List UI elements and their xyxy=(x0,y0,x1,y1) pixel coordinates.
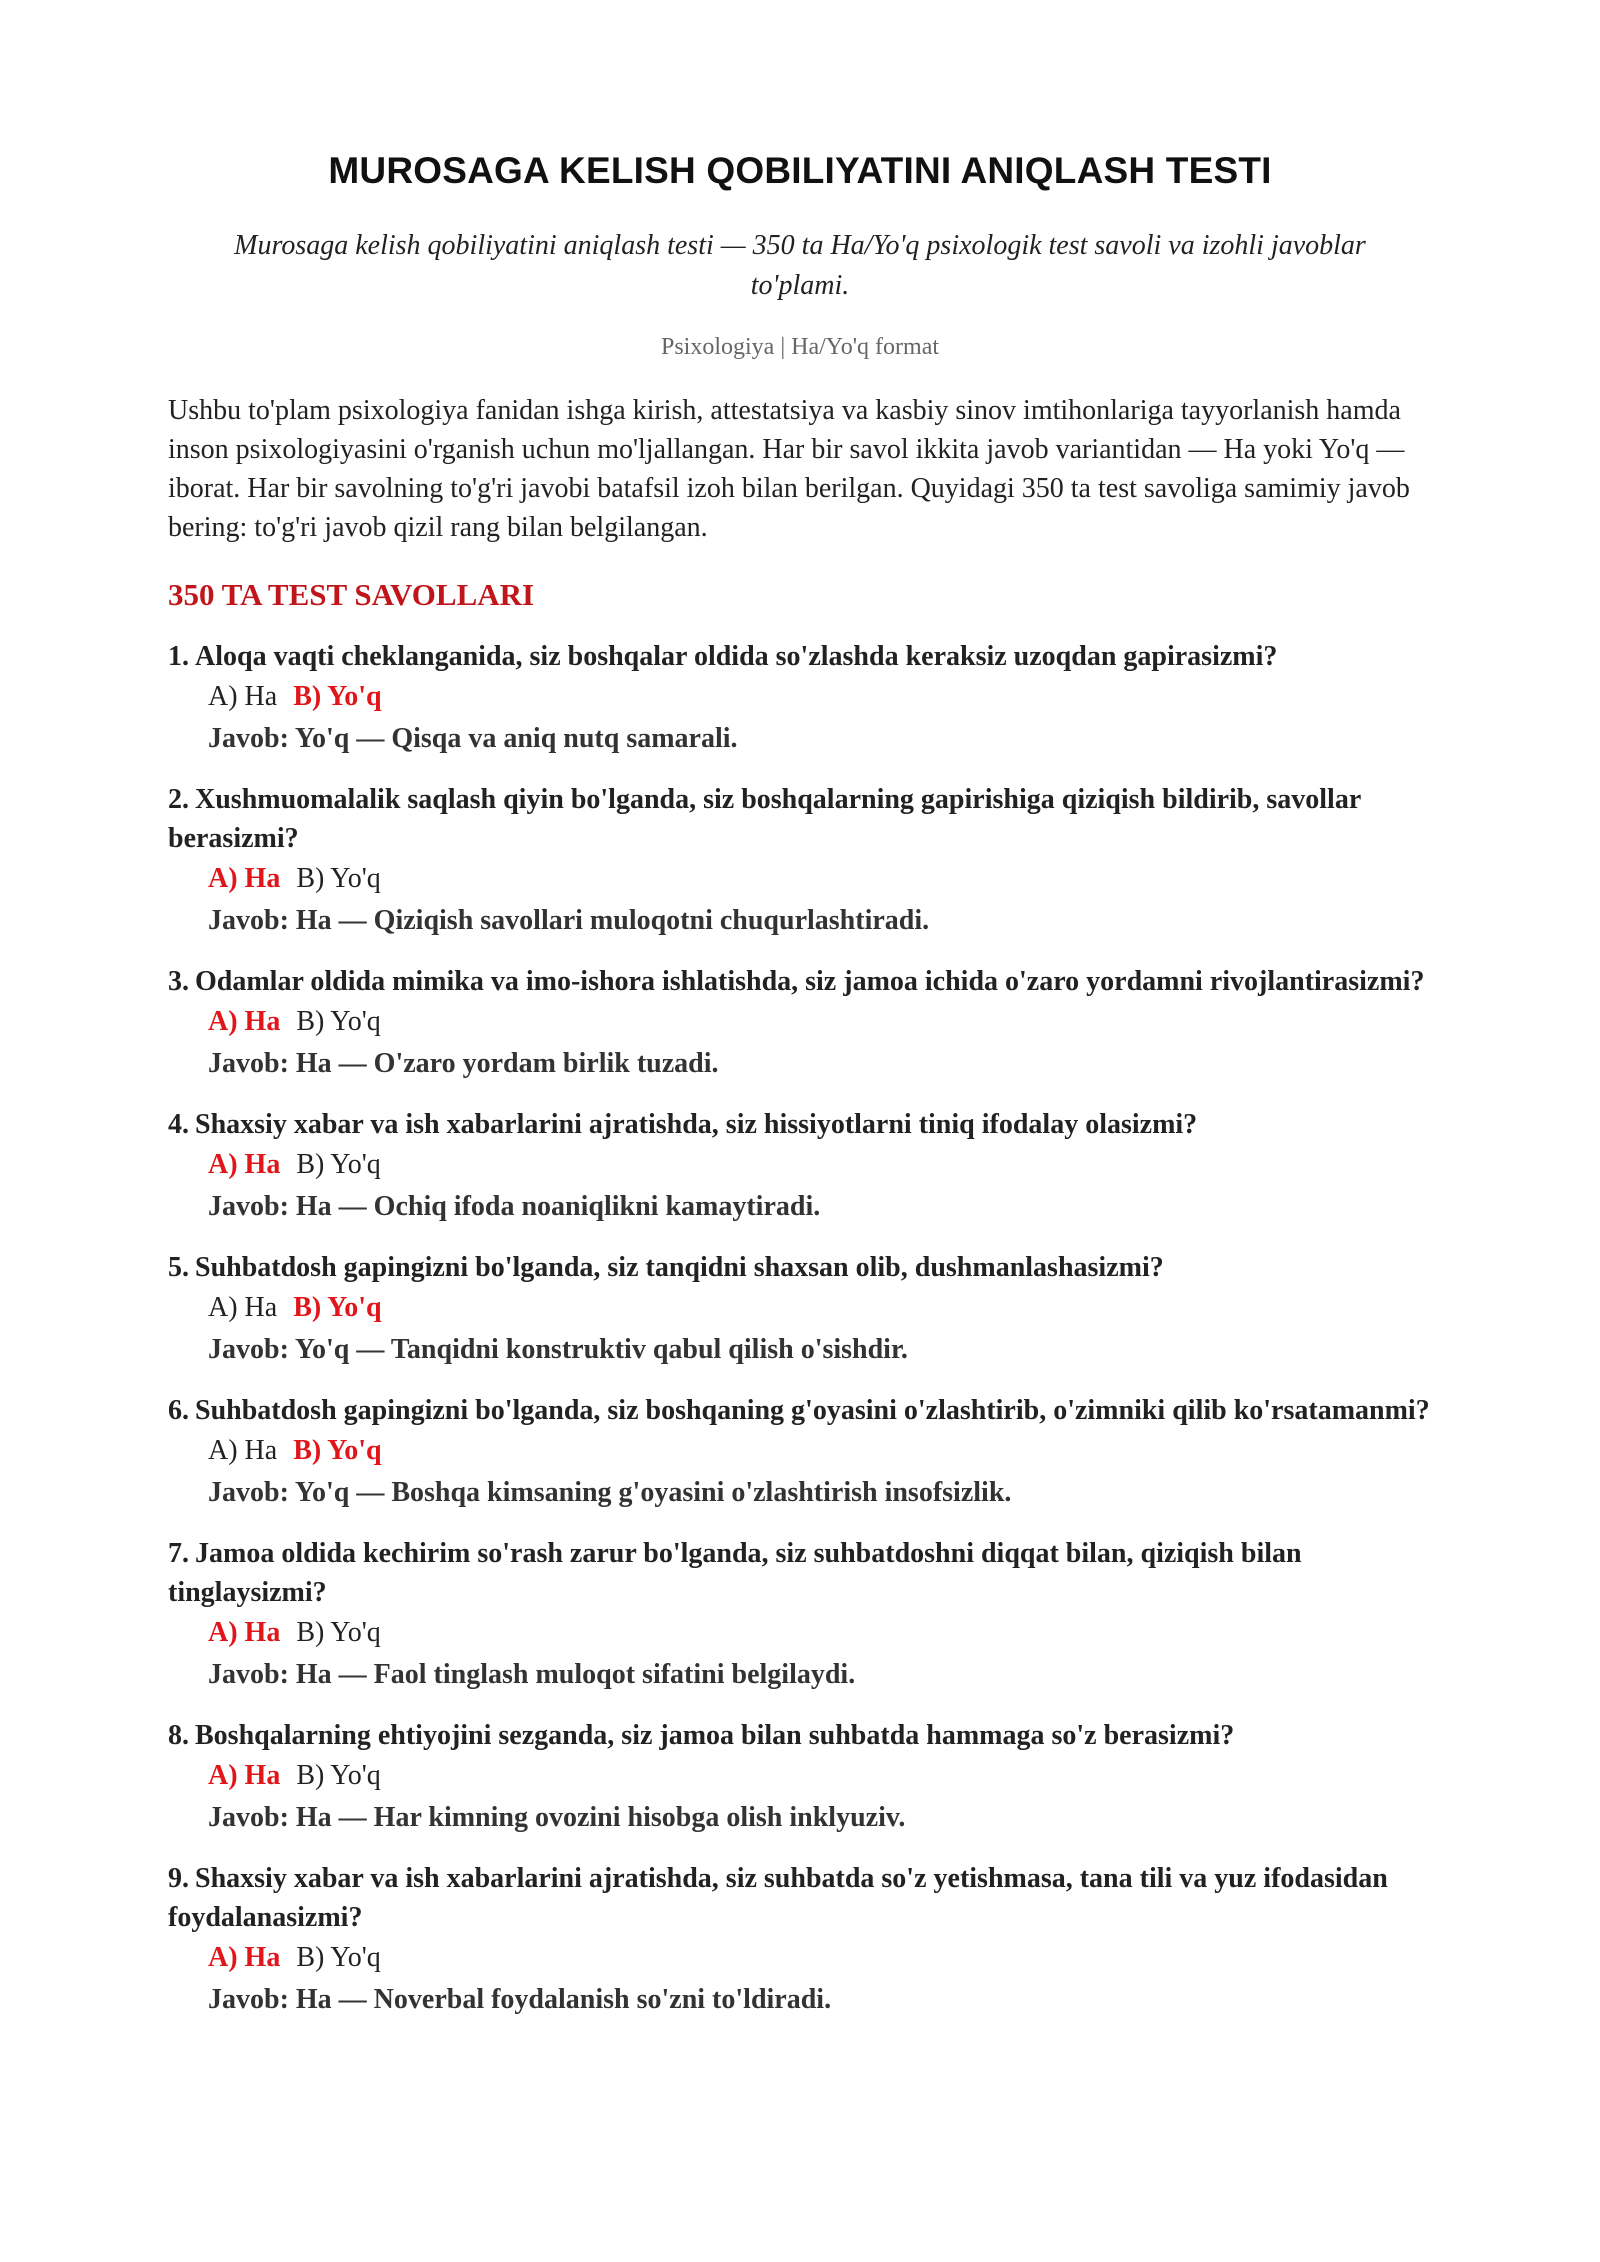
option-b: B) Yo'q xyxy=(296,1942,381,1973)
question-text: Odamlar oldida mimika va imo-ishora ishlatishda, siz jamoa ichida o'zaro yordamni rivojlantirasizmi? xyxy=(195,966,1425,997)
question-number: 6. xyxy=(168,1395,189,1426)
option-b: B) Yo'q xyxy=(296,1006,381,1037)
answer-explanation: Javob: Yo'q — Tanqidni konstruktiv qabul qilish o'sishdir. xyxy=(208,1334,908,1365)
question-item xyxy=(168,1534,1432,1696)
question-text: Boshqalarning ehtiyojini sezganda, siz jamoa bilan suhbatda hammaga so'z berasizmi? xyxy=(195,1720,1235,1751)
option-a: A) Ha xyxy=(208,681,278,712)
answer-explanation: Javob: Ha — Qiziqish savollari muloqotni chuqurlashtiradi. xyxy=(208,905,930,936)
question-number: 2. xyxy=(168,784,189,815)
option-a: A) Ha xyxy=(208,1292,278,1323)
answer-explanation: Javob: Ha — Faol tinglash muloqot sifatini belgilaydi. xyxy=(208,1659,856,1690)
question-item xyxy=(168,780,1432,942)
option-a: A) Ha xyxy=(208,1760,281,1791)
answer-explanation: Javob: Ha — Har kimning ovozini hisobga olish inklyuziv. xyxy=(208,1802,906,1833)
option-b: B) Yo'q xyxy=(296,1149,381,1180)
answer-explanation: Javob: Yo'q — Boshqa kimsaning g'oyasini o'zlashtirish insofsizlik. xyxy=(208,1477,1012,1508)
question-text: Jamoa oldida kechirim so'rash zarur bo'lganda, siz suhbatdoshni diqqat bilan, qiziqish bilan tinglaysizmi? xyxy=(168,1538,1302,1608)
option-b: B) Yo'q xyxy=(296,1760,381,1791)
option-a: A) Ha xyxy=(208,1006,281,1037)
option-b: B) Yo'q xyxy=(296,1617,381,1648)
question-text: Suhbatdosh gapingizni bo'lganda, siz tanqidni shaxsan olib, dushmanlashasizmi? xyxy=(195,1252,1164,1283)
question-number: 8. xyxy=(168,1720,189,1751)
document-subtitle: Murosaga kelish qobiliyatini aniqlash testi — 350 ta Ha/Yo'q psixologik test savoli va izohli javoblar to'plami. xyxy=(234,230,1366,301)
question-item xyxy=(168,962,1432,1085)
question-item xyxy=(168,1859,1432,2021)
option-b: B) Yo'q xyxy=(293,681,382,712)
option-a: A) Ha xyxy=(208,1617,281,1648)
answer-explanation: Javob: Ha — O'zaro yordam birlik tuzadi. xyxy=(208,1048,719,1079)
document-page xyxy=(168,150,1432,2041)
option-b: B) Yo'q xyxy=(293,1435,382,1466)
question-text: Aloqa vaqti cheklanganida, siz boshqalar oldida so'zlashda keraksiz uzoqdan gapirasizmi? xyxy=(195,641,1278,672)
document-title: MUROSAGA KELISH QOBILIYATINI ANIQLASH TESTI xyxy=(328,150,1272,191)
question-text: Shaxsiy xabar va ish xabarlarini ajratishda, siz hissiyotlarni tiniq ifodalay olasizmi? xyxy=(195,1109,1198,1140)
document-meta: Psixologiya | Ha/Yo'q format xyxy=(660,334,940,360)
question-item xyxy=(168,1391,1432,1514)
question-number: 4. xyxy=(168,1109,189,1140)
question-list xyxy=(168,637,1432,2021)
question-text: Xushmuomalalik saqlash qiyin bo'lganda, siz boshqalarning gapirishiga qiziqish bildirib, savollar berasizmi? xyxy=(168,784,1361,854)
option-a: A) Ha xyxy=(208,1435,278,1466)
question-item xyxy=(168,637,1432,760)
question-number: 3. xyxy=(168,966,189,997)
option-a: A) Ha xyxy=(208,863,281,894)
question-number: 9. xyxy=(168,1863,189,1894)
intro-paragraph: Ushbu to'plam psixologiya fanidan ishga kirish, attestatsiya va kasbiy sinov imtihonlariga tayyorlanish hamda inson psixologiyasini o'rganish uchun mo'ljallangan. Har bir savol ikkita javob variantidan — Ha yoki Yo'q — iborat. Har bir savolning to'g'ri javobi batafsil izoh bilan berilgan. Quyidagi 350 ta test savoliga samimiy javob bering: to'g'ri javob qizil rang bilan belgilangan. xyxy=(168,395,1410,543)
question-text: Shaxsiy xabar va ish xabarlarini ajratishda, siz suhbatda so'z yetishmasa, tana tili va yuz ifodasidan foydalanasizmi? xyxy=(168,1863,1388,1933)
option-b: B) Yo'q xyxy=(293,1292,382,1323)
answer-explanation: Javob: Ha — Ochiq ifoda noaniqlikni kamaytiradi. xyxy=(208,1191,821,1222)
question-item xyxy=(168,1105,1432,1228)
question-item xyxy=(168,1248,1432,1371)
answer-explanation: Javob: Ha — Noverbal foydalanish so'zni to'ldiradi. xyxy=(208,1984,832,2015)
question-text: Suhbatdosh gapingizni bo'lganda, siz boshqaning g'oyasini o'zlashtirib, o'zimniki qilib ko'rsatamanmi? xyxy=(195,1395,1430,1426)
option-a: A) Ha xyxy=(208,1942,281,1973)
question-number: 5. xyxy=(168,1252,189,1283)
question-item xyxy=(168,1716,1432,1839)
question-number: 7. xyxy=(168,1538,189,1569)
section-heading: 350 TA TEST SAVOLLARI xyxy=(168,577,535,612)
question-number: 1. xyxy=(168,641,189,672)
option-a: A) Ha xyxy=(208,1149,281,1180)
answer-explanation: Javob: Yo'q — Qisqa va aniq nutq samarali. xyxy=(208,723,738,754)
option-b: B) Yo'q xyxy=(296,863,381,894)
